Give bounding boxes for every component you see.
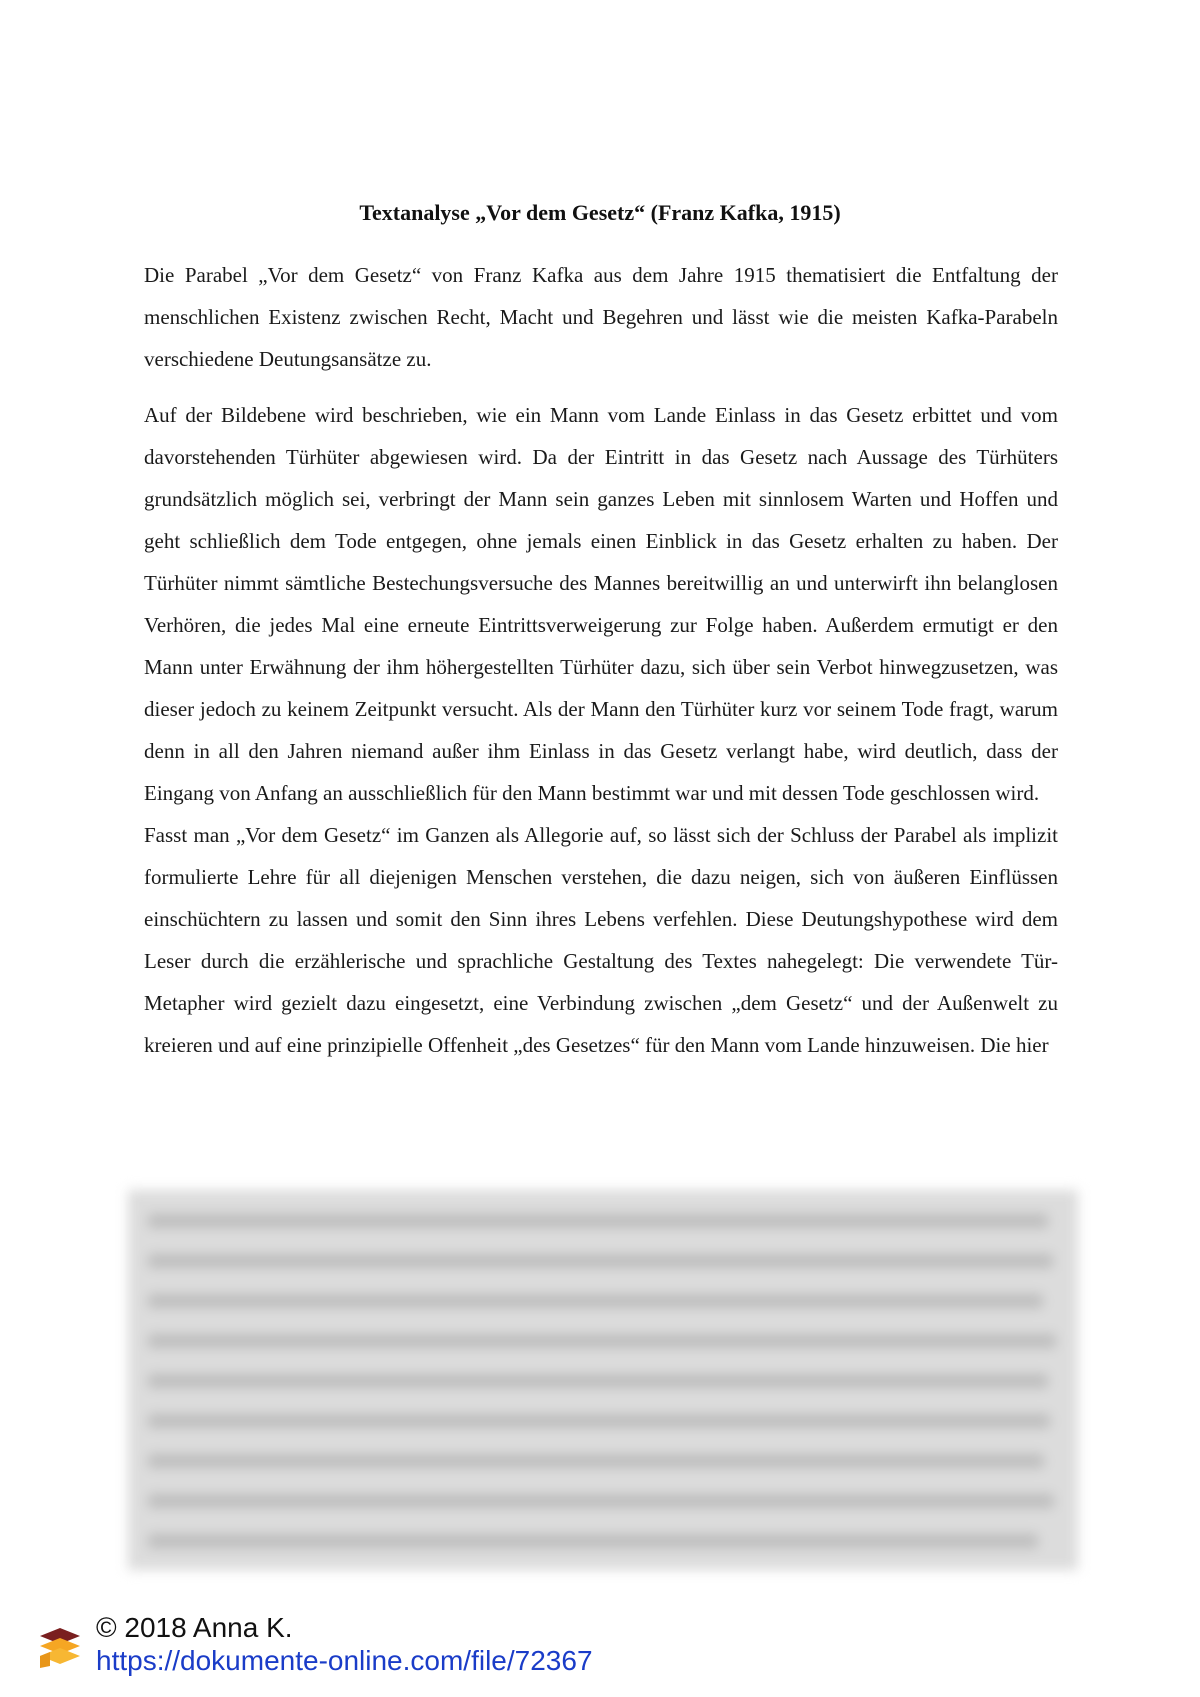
copyright-notice: © 2018 Anna K. [96,1612,293,1643]
paragraph-interpretation: Fasst man „Vor dem Gesetz“ im Ganzen als Allegorie auf, so lässt sich der Schluss der Parabel als implizit formulierte Lehre für all diejenigen Menschen verstehen, die dazu neigen, sich von äußeren Einflüssen einschüchtern zu lassen und somit den Sinn ihres Lebens verfehlen. Diese Deutungshypothese wird dem Leser durch die erzählerische und sprachliche Gestaltung des Textes nahegelegt: Die verwendete Tür-Metapher wird gezielt dazu eingesetzt, eine Verbindung zwischen „dem Gesetz“ und der Außenwelt zu kreieren und auf eine prinzipielle Offenheit „des Gesetzes“ für den Mann vom Lande hinzuweisen. Die hier [144,823,1058,1057]
paragraph-intro: Die Parabel „Vor dem Gesetz“ von Franz Kafka aus dem Jahre 1915 thematisiert die Entfaltung der menschlichen Existenz zwischen Recht, Macht und Begehren und lässt wie die meisten Kafka-Parabeln verschiedene Deutungsansätze zu. [144,263,1058,371]
document-title: Textanalyse „Vor dem Gesetz“ (Franz Kafka, 1915) [359,200,841,225]
stacked-sheets-logo-icon [36,1622,84,1670]
page-footer [36,1612,936,1692]
blurred-preview-content [128,1190,1078,1570]
source-url-link[interactable]: https://dokumente-online.com/file/72367 [96,1645,593,1676]
paragraph-summary: Auf der Bildebene wird beschrieben, wie ein Mann vom Lande Einlass in das Gesetz erbittet und vom davorstehenden Türhüter abgewiesen wird. Da der Eintritt in das Gesetz nach Aussage des Türhüters grundsätzlich möglich sei, verbringt der Mann sein ganzes Leben mit sinnlosem Warten und Hoffen und geht schließlich dem Tode entgegen, ohne jemals einen Einblick in das Gesetz erhalten zu haben. Der Türhüter nimmt sämtliche Bestechungsversuche des Mannes bereitwillig an und unterwirft ihn belanglosen Verhören, die jedes Mal eine erneute Eintrittsverweigerung zur Folge haben. Außerdem ermutigt er den Mann unter Erwähnung der ihm höhergestellten Türhüter dazu, sich über sein Verbot hinwegzusetzen, was dieser jedoch zu keinem Zeitpunkt versucht. Als der Mann den Türhüter kurz vor seinem Tode fragt, warum denn in all den Jahren niemand außer ihm Einlass in das Gesetz verlangt habe, wird deutlich, dass der Eingang von Anfang an ausschließlich für den Mann bestimmt war und mit dessen Tode geschlossen wird. [144,403,1058,805]
document-body [144,254,1058,1066]
